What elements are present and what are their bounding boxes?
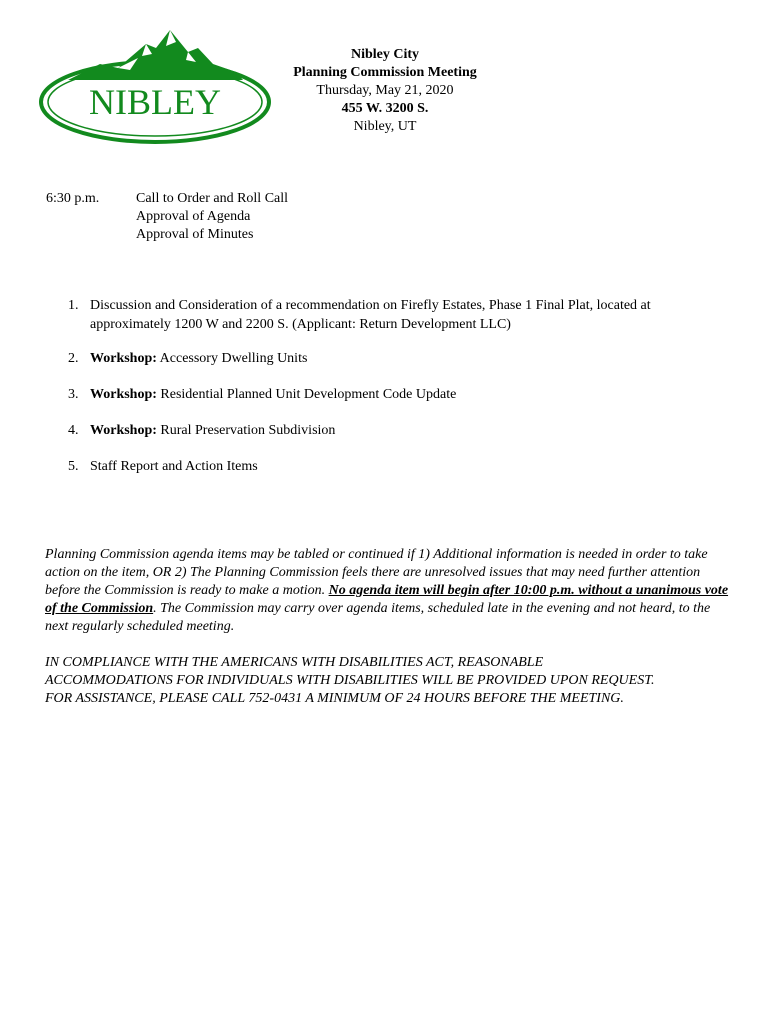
nibley-logo — [38, 28, 272, 146]
agenda-item-text: Rural Preservation Subdivision — [156, 423, 336, 438]
agenda-item — [46, 385, 726, 404]
agenda-list — [46, 296, 726, 476]
ada-line: FOR ASSISTANCE, PLEASE CALL 752-0431 A MINIMUM OF 24 HOURS BEFORE THE MEETING. — [45, 691, 624, 706]
agenda-item-text: Staff Report and Action Items — [90, 459, 258, 474]
opening-item: Call to Order and Roll Call — [136, 191, 289, 206]
notice-emphasis: No agenda item will begin after 10:00 p.m. without a unanimous vote of the Commission — [45, 583, 729, 616]
city-name: Nibley City — [350, 47, 420, 62]
tabling-notice — [45, 546, 735, 636]
agenda-item-number: 4. — [68, 423, 79, 438]
agenda-item-number: 5. — [68, 459, 79, 474]
opening-item: Approval of Agenda — [136, 209, 251, 224]
mountain-logo-icon — [38, 28, 272, 146]
notice-text-end: . The Commission may carry over agenda items, scheduled late in the evening and not heard, to the next regularly scheduled meeting. — [45, 601, 711, 634]
notice-text: Planning Commission agenda items may be tabled or continued if 1) Additional information is needed in order to take action on the item, OR 2) The Planning Commission feels there are unresolved issues that may need further attention before the Commission is ready to make a motion. — [45, 547, 708, 598]
opening-item: Approval of Minutes — [136, 227, 254, 242]
start-time: 6:30 p.m. — [46, 191, 100, 206]
agenda-item-text: Accessory Dwelling Units — [156, 351, 308, 366]
agenda-item-number: 3. — [68, 387, 79, 402]
ada-line: ACCOMMODATIONS FOR INDIVIDUALS WITH DISABILITIES WILL BE PROVIDED UPON REQUEST. — [45, 673, 655, 688]
agenda-item — [46, 457, 726, 476]
meeting-address: 455 W. 3200 S. — [341, 101, 429, 116]
agenda-item-text: Residential Planned Unit Development Code Update — [156, 387, 457, 402]
meeting-title: Planning Commission Meeting — [293, 65, 477, 80]
logo-text: NIBLEY — [89, 82, 221, 122]
opening-items — [136, 190, 288, 244]
ada-line: IN COMPLIANCE WITH THE AMERICANS WITH DISABILITIES ACT, REASONABLE — [45, 655, 544, 670]
meeting-header — [270, 46, 500, 136]
meeting-location: Nibley, UT — [353, 119, 417, 134]
meeting-date: Thursday, May 21, 2020 — [316, 83, 454, 98]
agenda-item-prefix: Workshop: — [90, 351, 157, 366]
agenda-item — [46, 349, 726, 368]
agenda-item-number: 1. — [68, 298, 79, 313]
agenda-item — [46, 296, 726, 334]
agenda-item-number: 2. — [68, 351, 79, 366]
agenda-item-text: Discussion and Consideration of a recommendation on Firefly Estates, Phase 1 Final Plat, located at approximately 1200 W and 2200 S. (Applicant: Return Development LLC) — [90, 298, 651, 332]
agenda-item-prefix: Workshop: — [90, 387, 157, 402]
ada-notice — [45, 654, 745, 708]
agenda-item — [46, 421, 726, 440]
agenda-item-prefix: Workshop: — [90, 423, 157, 438]
